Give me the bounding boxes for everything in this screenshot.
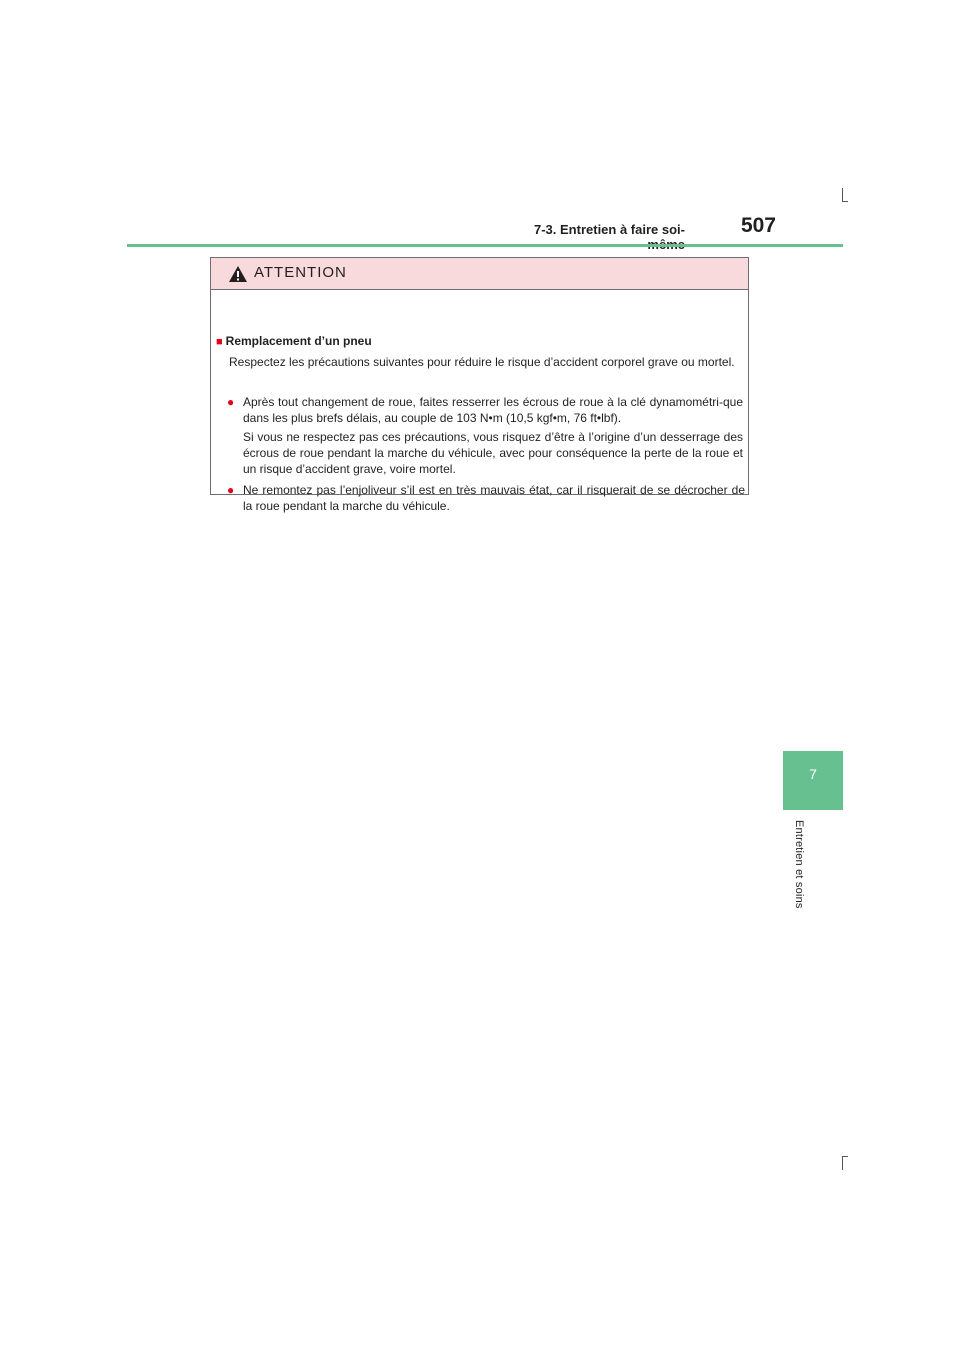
warning-bullet-1: Après tout changement de roue, faites resserrer les écrous de roue à la clé dynamométri-que dans les plus brefs délais, au couple de 103 N•m (10,5 kgf•m, 76 ft•lbf). <box>243 395 743 425</box>
chapter-title-vertical: Entretien et soins <box>793 820 805 909</box>
crop-mark-bottom <box>842 1156 843 1170</box>
warning-title: ATTENTION <box>254 264 347 281</box>
section-header: 7-3. Entretien à faire soi- <box>534 222 685 237</box>
warning-triangle-icon <box>228 265 248 283</box>
crop-mark-top-tick <box>842 201 848 202</box>
warning-subheading <box>216 333 372 350</box>
warning-header <box>211 258 748 290</box>
square-bullet-icon: ■ <box>216 336 223 348</box>
subheading-text: Remplacement d’un pneu <box>225 334 372 348</box>
warning-intro: Respectez les précautions suivantes pour réduire le risque d’accident corporel grave ou mortel. <box>229 355 735 369</box>
header-rule <box>127 244 843 247</box>
warning-bullet-2: Ne remontez pas l’enjoliveur s’il est en très mauvais état, car il risquerait de se décrocher de la roue pendant la marche du véhicule. <box>243 483 745 513</box>
warning-bullet-1-follow: Si vous ne respectez pas ces précautions, vous risquez d’être à l’origine d’un desserrage des écrous de roue pendant la marche du véhicule, avec pour conséquence la perte de la roue et un risque d’accident grave, voire mortel. <box>243 430 743 476</box>
bullet-dot-icon: ● <box>227 395 235 409</box>
crop-mark-top <box>842 188 843 202</box>
crop-mark-bottom-tick <box>842 1156 848 1157</box>
chapter-number: 7 <box>809 766 817 782</box>
page-number: 507 <box>740 214 776 237</box>
warning-box <box>210 257 749 513</box>
bullet-dot-icon: ● <box>227 483 235 497</box>
